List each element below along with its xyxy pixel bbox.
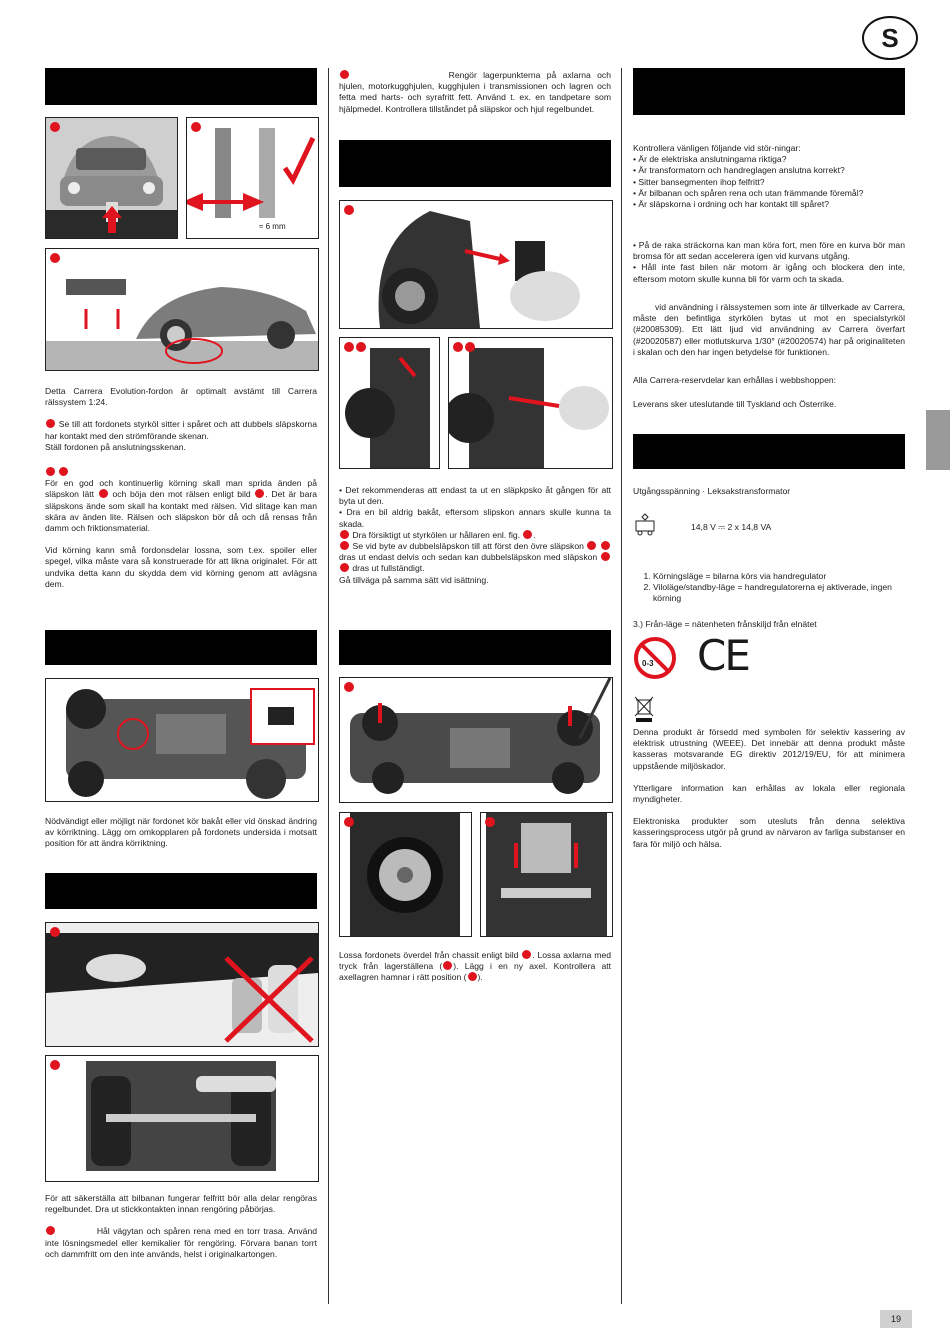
brush-replace-b: dras ut endast delvis och sedan kan dubbelsläpskon med släpskon (339, 552, 598, 563)
section-header-5 (339, 630, 611, 665)
track-cleaning-photo (45, 922, 319, 1047)
mode-item: 1. Körningsläge = bilarna körs via handregulator (653, 571, 905, 582)
axle-replace-d: ). (477, 972, 483, 983)
column-divider-2 (621, 68, 622, 1304)
guide-keel-text-body: Se till att fordonets styrköl sitter i spåret och att dubbels släpskorna har kontakt med den strömförande skenan. (45, 419, 317, 441)
transformer-icon (634, 512, 656, 536)
car-front-photo (45, 117, 178, 239)
side-tab (926, 410, 950, 470)
gap-label: ≈ 6 mm (259, 222, 286, 231)
tips-block (633, 240, 905, 285)
brush-replace-text (339, 541, 611, 575)
figure-marker (50, 1060, 60, 1070)
figure-marker (356, 342, 366, 352)
weee-text-1: Denna produkt är försedd med symbolen för selektiv kassering av elektrisk utrustning (WEEE). Det innebär att denna produkt måste kasseras motsvarande EG direktiv 2012/19/EU, för att minimera uppstående miljöskador. (633, 727, 905, 771)
col1-text-b (45, 1193, 317, 1271)
keel-remove-photo (339, 200, 613, 329)
section-header-3 (45, 873, 317, 909)
figure-marker (50, 253, 60, 263)
figure-marker (191, 122, 201, 132)
keel-compat-text (633, 302, 905, 358)
check-item: • Sitter bansegmenten ihop felfritt? (633, 176, 765, 187)
section-header-7 (633, 434, 905, 469)
language-badge: S (862, 16, 918, 60)
figure-marker (453, 342, 463, 352)
col1-text-a (45, 386, 317, 601)
col2-text-a (339, 485, 611, 586)
keel-pull-text: Dra försiktigt ut styrkölen ur hållaren enl. fig. . (339, 530, 611, 541)
page-number: 19 (880, 1310, 912, 1328)
section-header-4 (339, 140, 611, 187)
age-warning-icon (633, 636, 677, 680)
brush-swap-photo-2 (448, 337, 613, 469)
column-divider-1 (328, 68, 329, 1304)
tips-braking: • På de raka sträckorna kan man köra fort, men före en kurva bör man bromsa för att sedan accelerera igen vid kurvans utgång. (633, 240, 905, 262)
brush-adjust-a: För en god och kontinuerlig körning skall man sprida änden på släpskon lätt (45, 478, 317, 500)
brush-adjust-c: . Det är bara släpskons ände som skall ha kontakt med rälsen. Vid slitage kan man skära av änden lite. Rälsen och släpskon bör då och då rensas från damm och friktionsmaterial. (45, 489, 317, 534)
small-parts-text: Vid körning kann små fordonsdelar lossna, som t.ex. spoiler eller spegel, vilka måste vara så konstruerade för att likna originalet. För att undvika detta kann du skydda dem vid körning genom att avlägsna dem. (45, 545, 317, 589)
track-placement-text: Ställ fordonen på anslutningsskenan. (45, 441, 186, 452)
troubleshoot-block (633, 143, 905, 210)
mode-off: 3.) Från-läge = nätenheten frånskiljd från elnätet (633, 619, 817, 629)
weee-bin-icon (634, 696, 654, 724)
same-procedure-text: Gå tillväga på samma sätt vid isättning. (339, 574, 489, 585)
intro-text: Detta Carrera Evolution-fordon är optimalt avstämt till Carrera rälssystem 1:24. (45, 386, 317, 408)
delivery-text: Leverans sker uteslutande till Tyskland och Österrike. (633, 399, 837, 409)
body-removal-photo (339, 677, 613, 803)
wheel-photo (339, 812, 472, 937)
axle-replace-c: ). Lägg i en ny axel. Kontrollera att axellagren hamnar i rätt position ( (339, 961, 611, 983)
car-side-photo (45, 248, 319, 371)
axle-bearing-photo (480, 812, 613, 937)
figure-marker (344, 342, 354, 352)
weee-text-3: Elektroniska produkter som utesluts från denna selektiva kasseringsprocess utgör på grund av närvaron av farliga substanser en fara för miljö och hälsa. (633, 816, 905, 849)
cleaning-intro: För att säkerställa att bilbanan fungerar felfritt bör alla delar rengöras regelbundet. Dra ut stickkontakten innan rengöring påbörjas. (45, 1193, 317, 1215)
tips-motor: • Håll inte fast bilen när motorn är igång och blockera den inte, eftersom motorn skulle kunna bli för varm och ta skada. (633, 262, 905, 284)
lubrication-body: Rengör lagerpunkterna på axlarna och hjulen, motorkugghjulen, kugghjulen i transmissionen och lagren och fetta med harts- och syrafritt fett. Använd t. ex. en tandpetare som hjälpmedel. Kontrollera tillståndet på släpskor och hjul regelbundet. (339, 70, 611, 114)
check-item: • Är de elektriska anslutningarna riktiga? (633, 154, 787, 165)
ce-mark: CE (697, 631, 749, 680)
figure-marker (485, 817, 495, 827)
check-item: • Är släpskorna i ordning och har kontakt till spåret? (633, 199, 829, 210)
underside-switch-photo (45, 678, 319, 802)
weee-text-2: Ytterligare information kan erhållas av lokala eller regionala myndigheter. (633, 782, 905, 805)
spec-value: 14,8 V ⎓ 2 x 14,8 VA (691, 522, 772, 532)
mode-item: 2. Viloläge/standby-läge = handregulatorerna ej aktiverade, ingen körning (653, 582, 905, 604)
recommend-bullet: • Det rekommenderas att endast ta ut en släpkpsko åt gången för att byta ut den. (339, 485, 611, 507)
section-header-2 (45, 630, 317, 665)
keel-compat-body: vid användning i rälssystemen som inte är tillverkade av Carrera, måste den befintliga styrkölen bytas ut mot en specialstyrköl (#20085309). Ett lätt ljud vid användning av Carrera överfart (#20020587) eller motlutskurva 1/30° (#20020574) har på originaliteten i skalan och den har ingen betydelse för funktionen. (633, 302, 905, 357)
brush-swap-photo-1 (339, 337, 440, 469)
troubleshoot-intro: Kontrollera vänligen följande vid stör-ningar: (633, 143, 801, 153)
figure-marker (344, 205, 354, 215)
cleaning-track-body: Hål vägytan och spåren rena med en torr trasa. Använd inte lösningsmedel eller kemikalier för rengöring. Förvara banan torrt och dammfritt om den inte används, helst i originalkartongen. (45, 1226, 318, 1259)
direction-text: Nödvändigt eller möjligt när fordonet kör bakåt eller vid önskad ändring av körriktning. Lägg om omkopplaren på fordonets undersida i motsatt position för att ändra körriktning. (45, 816, 317, 849)
section-header-6 (633, 68, 905, 115)
check-item: • Är bilbanan och spåren rena och utan främmande föremål? (633, 187, 864, 198)
never-backward-bullet: • Dra en bil aldrig bakåt, eftersom slipskon annars skulle kunna ta skada. (339, 507, 611, 529)
webshop-text: Alla Carrera-reservdelar kan erhållas i webbshoppen: (633, 375, 837, 385)
guide-keel-text (45, 419, 317, 441)
axle-replace-text (339, 950, 611, 984)
figure-marker (50, 927, 60, 937)
figure-marker (344, 817, 354, 827)
axle-replace-a: Lossa fordonets överdel från chassit enligt bild (339, 950, 519, 960)
modes-block (633, 571, 905, 605)
spec-title: Utgångsspänning · Leksakstransformator (633, 486, 791, 496)
brush-contact-photo (186, 117, 319, 239)
section-header-1 (45, 68, 317, 105)
weee-block (633, 727, 905, 861)
figure-marker (465, 342, 475, 352)
brush-replace-c: dras ut fullständigt. (352, 563, 425, 574)
brush-adjust-text (45, 467, 317, 534)
troubleshoot-list (633, 154, 905, 210)
figure-marker (50, 122, 60, 132)
lubrication-text (339, 70, 611, 115)
brush-adjust-b: och böja den mot rälsen enligt bild (112, 489, 251, 500)
age-label: 0-3 (642, 659, 654, 668)
cleaning-track-text (45, 1226, 317, 1260)
check-item: • Är transformatorn och handreglagen anslutna korrekt? (633, 165, 845, 176)
keel-pull-body: Dra försiktigt ut styrkölen ur hållaren enl. fig. (352, 529, 521, 540)
axle-oil-photo (45, 1055, 319, 1182)
brush-replace-a: Se vid byte av dubbelsläpskon till att först den övre släpskon (352, 541, 584, 552)
axle-replace-b: . Lossa axlarna med tryck från lagerställena ( (339, 950, 612, 972)
figure-marker (344, 682, 354, 692)
modes-list (633, 571, 905, 605)
